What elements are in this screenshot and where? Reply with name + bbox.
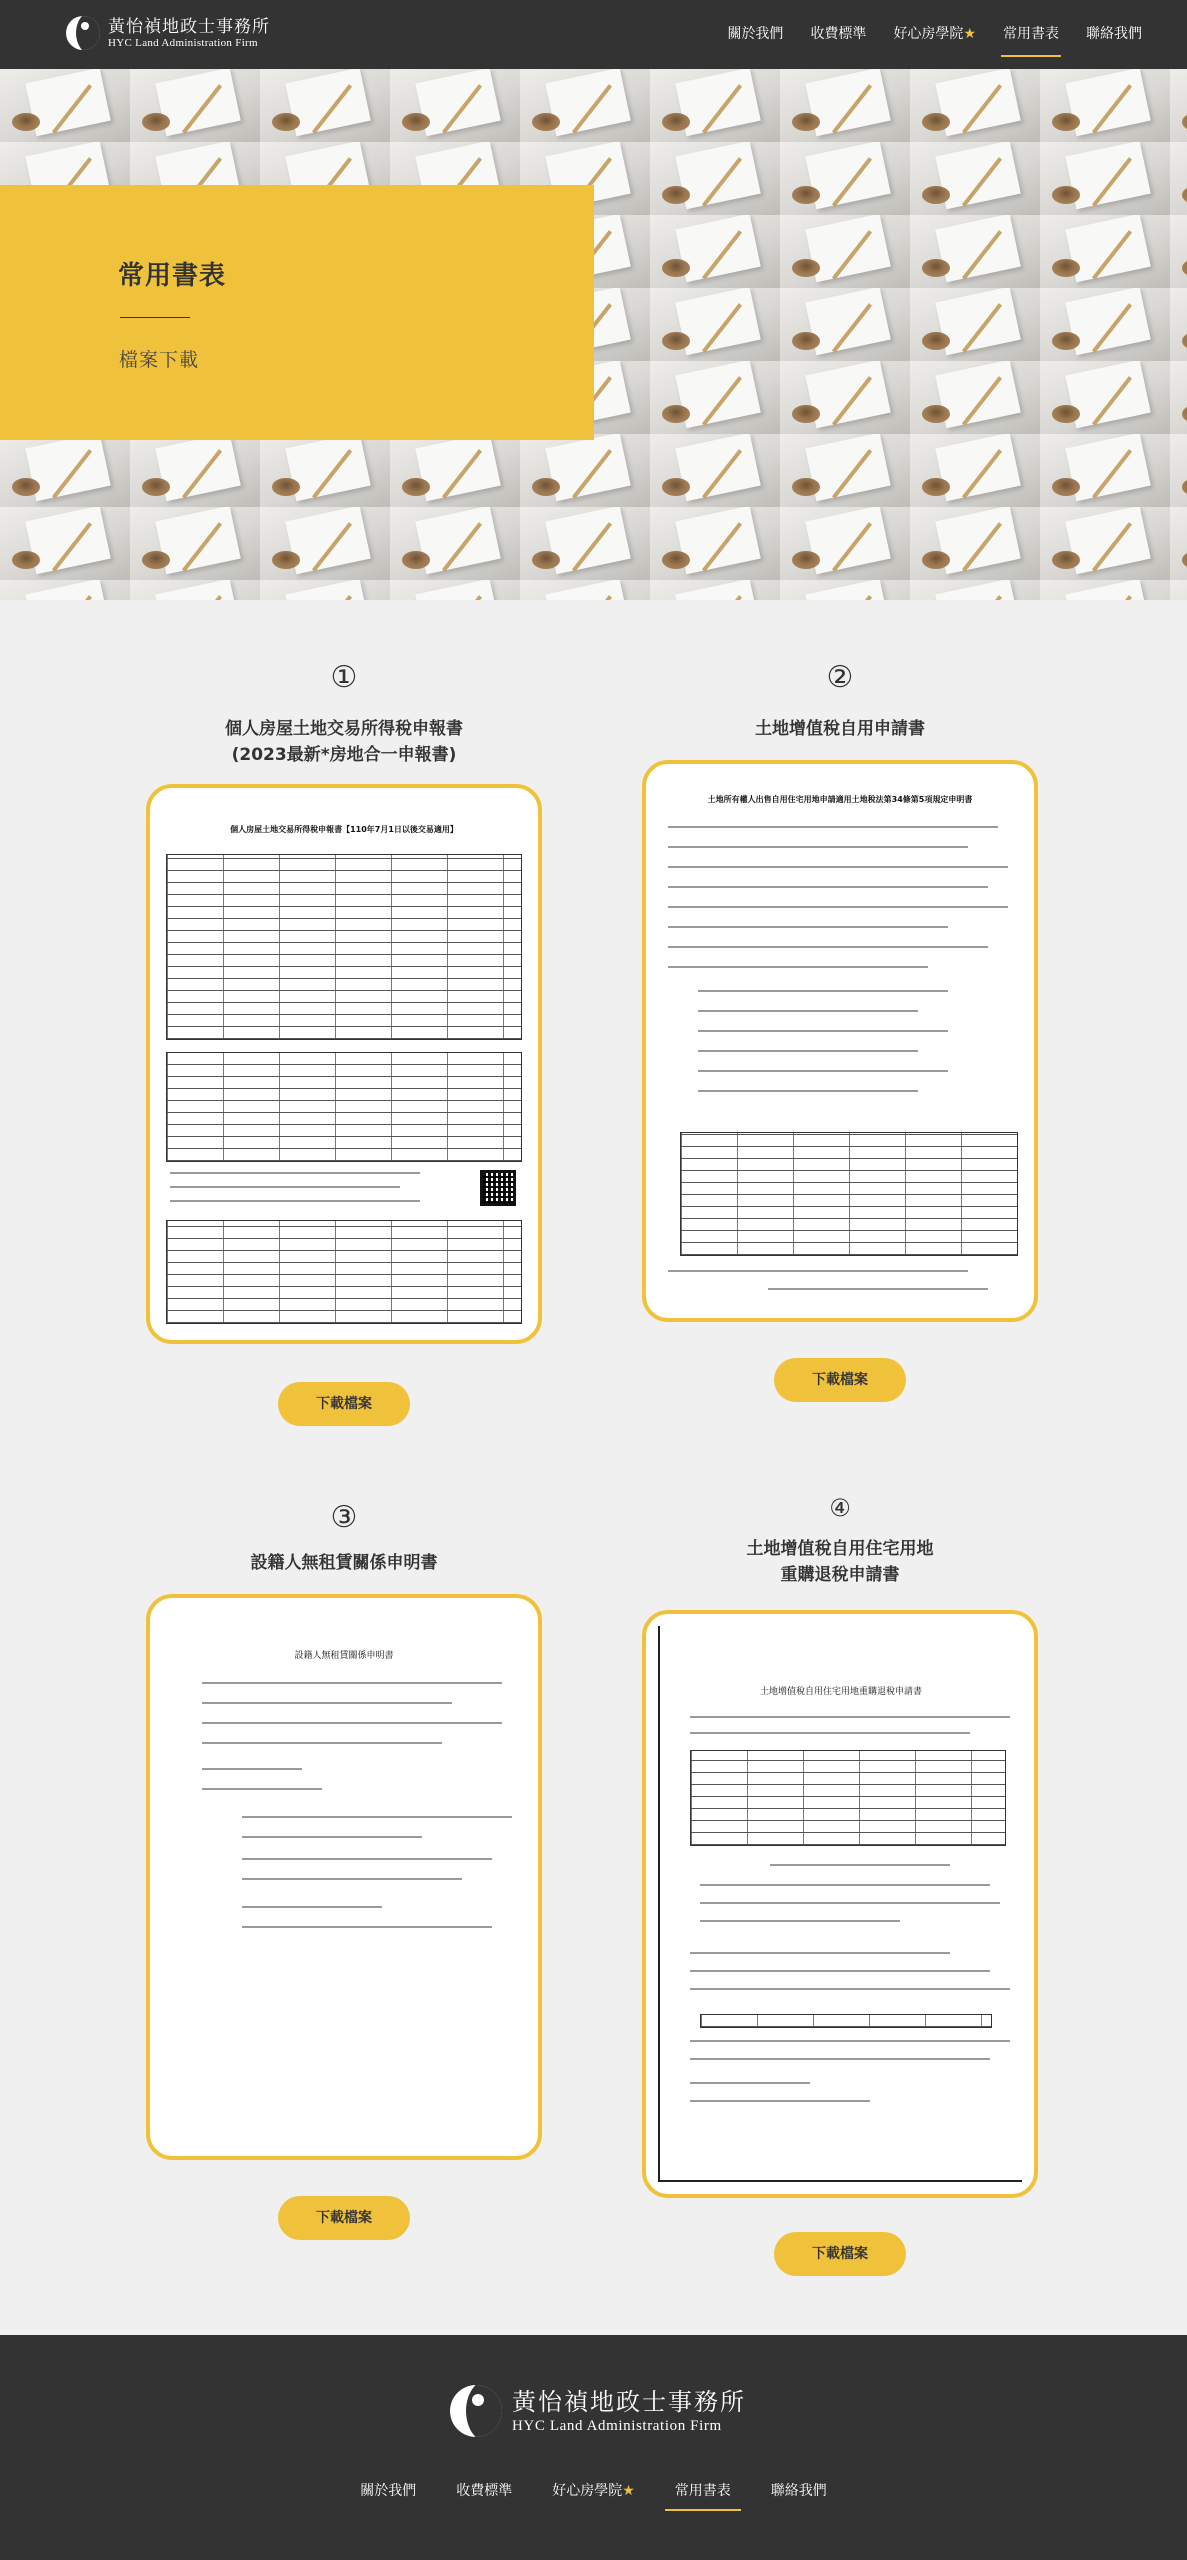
hero-photo-tile: [0, 580, 130, 600]
hero-photo-tile: [780, 434, 910, 507]
hero-photo-tile: [650, 434, 780, 507]
hero-photo-tile: [0, 507, 130, 580]
hero-photo-tile: [780, 288, 910, 361]
brand-name-en: HYC Land Administration Firm: [512, 2418, 722, 2434]
card-title: 設籍人無租賃關係申明書: [250, 1553, 438, 1573]
footer-nav-forms[interactable]: 常用書表: [675, 2471, 731, 2511]
main-nav: [700, 0, 1142, 69]
hero-photo-tile: [130, 580, 260, 600]
form-preview[interactable]: [146, 1594, 542, 2160]
hero-photo-tile: [1040, 434, 1170, 507]
form-preview[interactable]: [642, 1610, 1038, 2198]
top-navbar: [0, 0, 1187, 69]
hero-photo-tile: [650, 507, 780, 580]
footer-nav-contact[interactable]: 聯絡我們: [770, 2483, 827, 2499]
hero-photo-tile: [260, 434, 390, 507]
hero-photo-tile: [780, 215, 910, 288]
hero-photo-tile: [390, 434, 520, 507]
hero-photo-tile: [1170, 215, 1187, 288]
hero-photo-tile: [910, 580, 1040, 600]
hero-photo-tile: [650, 288, 780, 361]
hero-photo-tile: [390, 69, 520, 142]
download-button[interactable]: 下載檔案: [774, 2232, 906, 2276]
download-button[interactable]: 下載檔案: [278, 2196, 410, 2240]
hero-photo-tile: [260, 69, 390, 142]
nav-item-contact[interactable]: 聯絡我們: [1086, 26, 1142, 42]
hero-title-panel: [0, 185, 594, 440]
hero-photo-tile: [260, 507, 390, 580]
form-preview[interactable]: [642, 760, 1038, 1322]
nav-item-fees[interactable]: 收費標準: [810, 26, 867, 42]
brand-logo[interactable]: [66, 16, 270, 50]
footer-nav-fees[interactable]: 收費標準: [456, 2483, 513, 2499]
title-divider: [120, 317, 190, 318]
hero-photo-tile: [520, 507, 650, 580]
hero-photo-tile: [1170, 288, 1187, 361]
hero-photo-tile: [1170, 507, 1187, 580]
hero-photo-tile: [780, 580, 910, 600]
hero-photo-tile: [1170, 361, 1187, 434]
page-title: 常用書表: [118, 261, 227, 291]
card-title: 土地增值稅自用申請書: [755, 719, 925, 739]
hero-photo-tile: [1040, 507, 1170, 580]
brand-logo-icon: [450, 2385, 502, 2437]
card-number: ①: [330, 660, 358, 695]
hero-photo-tile: [0, 434, 130, 507]
hero-photo-tile: [1040, 361, 1170, 434]
form-card-2: [630, 660, 1050, 1410]
form-document-image: [162, 800, 526, 1328]
hero-photo-tile: [1040, 69, 1170, 142]
hero-photo-tile: [1170, 69, 1187, 142]
hero-photo-tile: [520, 580, 650, 600]
hero-photo-tile: [390, 507, 520, 580]
form-preview[interactable]: [146, 784, 542, 1344]
form-heading: 土地所有權人出售自用住宅用地申請適用土地稅法第34條第5項規定申明書: [707, 795, 973, 804]
brand-name-en: HYC Land Administration Firm: [108, 36, 258, 49]
nav-item-about[interactable]: 關於我們: [727, 26, 784, 42]
footer: [0, 2335, 1187, 2560]
card-title: 土地增值稅自用住宅用地 重購退稅申請書: [746, 1539, 934, 1585]
hero-banner: [0, 69, 1187, 600]
card-title: 個人房屋土地交易所得稅申報書 (2023最新*房地合一申報書): [225, 719, 463, 765]
star-icon: ★: [963, 26, 976, 42]
form-table: [680, 1132, 1018, 1256]
qr-code-icon: [480, 1170, 516, 1206]
hero-photo-tile: [520, 434, 650, 507]
nav-item-forms[interactable]: 常用書表: [1003, 0, 1059, 69]
hero-photo-tile: [650, 69, 780, 142]
card-number: ②: [826, 660, 854, 695]
form-table: [166, 1220, 522, 1324]
page-subtitle: 檔案下載: [119, 349, 200, 371]
footer-nav-academy[interactable]: 好心房學院★: [552, 2483, 635, 2499]
brand-logo-icon: [66, 16, 100, 50]
form-table: [700, 2014, 992, 2028]
hero-photo-tile: [910, 142, 1040, 215]
footer-nav: [0, 2471, 1187, 2511]
footer-nav-about[interactable]: 關於我們: [360, 2483, 417, 2499]
hero-photo-tile: [0, 69, 130, 142]
hero-photo-tile: [1040, 142, 1170, 215]
form-card-3: [134, 1500, 554, 2250]
hero-photo-tile: [130, 507, 260, 580]
hero-photo-tile: [780, 507, 910, 580]
hero-photo-tile: [650, 580, 780, 600]
hero-photo-tile: [130, 69, 260, 142]
form-heading: 設籍人無租賃關係申明書: [294, 1651, 394, 1661]
nav-item-academy[interactable]: 好心房學院★: [893, 26, 976, 42]
hero-photo-tile: [520, 69, 650, 142]
hero-photo-tile: [910, 69, 1040, 142]
form-card-1: [134, 660, 554, 1430]
form-heading: 土地增值稅自用住宅用地重購退稅申請書: [759, 1687, 922, 1697]
hero-photo-tile: [910, 507, 1040, 580]
form-table: [166, 854, 522, 1040]
form-heading: 個人房屋土地交易所得稅申報書【110年7月1日以後交易適用】: [230, 825, 458, 834]
hero-photo-tile: [1040, 215, 1170, 288]
hero-photo-tile: [910, 361, 1040, 434]
form-table: [690, 1750, 1006, 1846]
hero-photo-tile: [1170, 580, 1187, 600]
hero-photo-tile: [1040, 288, 1170, 361]
hero-photo-tile: [260, 580, 390, 600]
form-document-image: [658, 776, 1022, 1306]
hero-photo-tile: [650, 142, 780, 215]
download-button[interactable]: 下載檔案: [278, 1382, 410, 1426]
form-table: [166, 1052, 522, 1162]
hero-photo-tile: [780, 361, 910, 434]
card-number: ③: [330, 1500, 358, 1535]
hero-photo-tile: [1170, 434, 1187, 507]
download-button[interactable]: 下載檔案: [774, 1358, 906, 1402]
hero-photo-tile: [910, 434, 1040, 507]
card-number: ④: [829, 1494, 851, 1522]
hero-photo-tile: [910, 215, 1040, 288]
hero-photo-tile: [910, 288, 1040, 361]
hero-photo-tile: [1170, 142, 1187, 215]
brand-name-zh: 黃怡禎地政士事務所: [108, 16, 270, 37]
hero-photo-tile: [130, 434, 260, 507]
hero-photo-tile: [390, 580, 520, 600]
hero-photo-tile: [780, 142, 910, 215]
form-card-4: [630, 1490, 1050, 2280]
form-document-image: [658, 1626, 1022, 2182]
brand-name-zh: 黃怡禎地政士事務所: [512, 2388, 746, 2416]
form-document-image: [162, 1610, 526, 2144]
hero-photo-tile: [650, 215, 780, 288]
hero-photo-tile: [650, 361, 780, 434]
hero-photo-tile: [780, 69, 910, 142]
footer-logo[interactable]: [450, 2385, 746, 2437]
star-icon: ★: [622, 2483, 635, 2499]
hero-photo-tile: [1040, 580, 1170, 600]
